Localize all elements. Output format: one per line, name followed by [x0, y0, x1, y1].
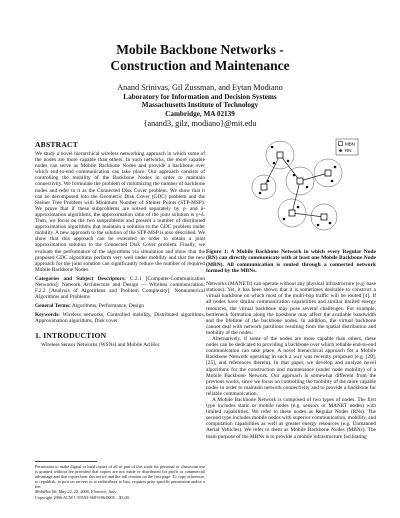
rn-node [287, 160, 290, 163]
general-terms-text: Algorithms, Performance, Design [71, 303, 144, 310]
categories-text: C.2.1 [Computer-Communication Networks]: Network Architecture and Design — Wireless communication; F.2.2 [Analysis of Algorithms and Problem Complexity]: Nonnumerical Algorithms and Problems [35, 275, 205, 301]
affiliation-institute: Massachusetts Institute of Technology [141, 101, 259, 110]
mbn-node [277, 152, 283, 158]
general-terms-section [35, 303, 205, 309]
figure-1 [250, 137, 360, 237]
mbn-node [321, 214, 327, 220]
rn-node [293, 174, 296, 177]
right-column [206, 249, 376, 440]
categories-heading: Categories and Subject Descriptors: [35, 275, 126, 282]
rn-node [329, 222, 332, 225]
keywords-text: Wireless networks, Controlled mobility, Distributed algorithms, Approximation algorithms, Disk cover [35, 312, 205, 325]
keywords-heading: Keywords: [35, 312, 60, 319]
figure-caption: Figure 1: A Mobile Backbone Network in which every Regular Node (RN) can directly communicate with at least one Mobile Backbone Node (MBN). All communication is routed through a connected network formed by the MBNs. [206, 249, 376, 274]
introduction-first-line: Wireless Sensor Networks (WSNs) and Mobile Ad Hoc [41, 341, 160, 348]
keywords-section [35, 312, 205, 324]
rn-node [331, 180, 334, 183]
mbn-node [325, 170, 331, 176]
rn-node [297, 206, 300, 209]
mbn-legend-icon [339, 142, 343, 146]
footnote-divider [35, 461, 97, 462]
general-terms-heading: General Terms: [35, 303, 71, 310]
rn-node [273, 162, 276, 165]
body-paragraph-2: Alternatively, if some of the nodes are more capable than others, these nodes can be dedicated to providing a backbone over which reliable end-to-end communication can take place. A novel hierarchical approach for a Mobile Backbone Network operating in such a way was recently proposed (e.g. [20],[25], and references therein). In that paper, we develop and analyze novel algorithms for the construction and maintenance (under node mobility) of a Mobile Backbone Network. Our approach is somewhat different from the previous works, since we focus on controlling the mobility of the more capable nodes in order to maintain network connectivity and to provide a backbone for reliable communication. [206, 336, 376, 397]
body-paragraph-3: A Mobile Backbone Network is composed of two types of nodes. The first type includes static or mobile nodes (e.g. sensors or MANET nodes) with limited capabilities. We refer to these nodes as Regular Nodes (RNs). The second type includes mobile nodes with superior communication, mobility, and computation capabilities as well as greater energy resources (e.g. Unmanned Aerial Vehicles). We refer to them as Mobile Backbone Nodes (MBNs). The main purpose of the MBNs is to provide a mobile infrastructure facilitating [206, 396, 376, 440]
legend-mbn-label: MBN [345, 141, 355, 147]
mbn-node [261, 184, 267, 190]
title-line-2: Construction and Maintenance [110, 58, 290, 73]
right-body [206, 281, 376, 439]
introduction-heading: 1. INTRODUCTION [35, 330, 107, 340]
rn-node [306, 186, 309, 189]
permission-text: Permission to make digital or hard copies of all or part of this work for personal or classroom use is granted without fee provided that copies are not made or distributed for profit or commercial advantage and that copies bear this notice and the full citation on the first page. To copy otherwise, to republish, to post on servers or to redistribute to lists, requires prior specific permission and/or a fee. [35, 464, 205, 490]
venue-text: MobiHoc'06, May 22–25, 2006, Florence, Italy. [35, 489, 118, 495]
legend-rn-label: RN [345, 148, 352, 153]
mbn-node [297, 178, 303, 184]
backbone-link [292, 181, 300, 213]
title-line-1: Mobile Backbone Networks - [116, 42, 284, 57]
abstract-heading: ABSTRACT [35, 140, 78, 149]
affiliation-city: Cambridge, MA 02139 [165, 109, 235, 118]
copyright-footnote [35, 464, 205, 500]
author-block [0, 84, 400, 129]
categories-section [35, 276, 205, 300]
copyright-text: Copyright 2006 ACM 1-59593-368-9/06/0005 ...$5.00. [35, 494, 130, 500]
backbone-link [280, 155, 300, 181]
introduction-body [35, 342, 205, 348]
affiliation-lab: Laboratory for Information and Decision Systems [123, 92, 277, 101]
mbn-node [289, 210, 295, 216]
figure-legend [336, 139, 358, 155]
rn-node [267, 180, 270, 183]
abstract-body [35, 151, 205, 273]
rn-node [259, 192, 262, 195]
backbone-link [264, 155, 280, 187]
paper-title [0, 42, 400, 74]
rn-legend-icon [339, 149, 342, 152]
left-column [35, 140, 205, 348]
rn-node [283, 218, 286, 221]
author-emails: {anand3, gilz, modiano}@mit.edu [143, 119, 257, 129]
body-paragraph-1: Networks (MANETs) can operate without any physical infrastructure (e.g. base stations). Yet, it has been shown that it is sometimes desirable to construct a virtual backbone on which most of the multi-hop traffic will be routed [4]. If all nodes have similar communication capabilities and similar limited energy resources, the virtual backbone may pose several challenges. For example, bottleneck formation along the backbone may affect the available bandwidth and the lifetime of the backbone nodes. In addition, the virtual backbone cannot deal with network partitions resulting from the spatial distribution and mobility of the nodes. [206, 281, 376, 336]
rn-node [317, 224, 320, 227]
network-diagram [250, 137, 360, 237]
backbone-link [292, 213, 324, 217]
rn-node [334, 166, 337, 169]
rn-node [271, 146, 274, 149]
abstract-text: We study a novel hierarchical wireless networking approach in which some of the nodes are more capable than others. In such networks, the more capable nodes can serve as Mobile Backbone Nodes and provide a backbone over which end-to-end communication can take place. Our approach consists of controlling the mobility of the Backbone Nodes in order to maintain connectivity. We formulate the problem of minimizing the number of backbone nodes and refer to it as the Connected Disk Cover problem. We show that it can be decomposed into the Geometric Disk Cover (GDC) problem and the Steiner Tree Problem with Minimum Number of Steiner Points (STP-MSP). We prove that if these subproblems are solved separately by γ- and δ-approximation algorithms, the approximation ratio of the joint solution is γ+δ. Then, we focus on the two subproblems and present a number of distributed approximation algorithms that maintain a solution to the GDC problem under mobility. A new approach to the solution of the STP-MSP is also described. We show that this approach can be extended in order to obtain a joint approximation solution to the Connected Disk Cover problem. Finally, we evaluate the performance of the algorithms via simulation and show that the proposed GDC algorithms perform very well under mobility and that the new approach for the joint solution can significantly reduce the number of required Mobile Backbone Nodes. [35, 151, 205, 273]
author-names: Anand Srinivas, Gil Zussman, and Eytan Modiano [117, 83, 283, 92]
